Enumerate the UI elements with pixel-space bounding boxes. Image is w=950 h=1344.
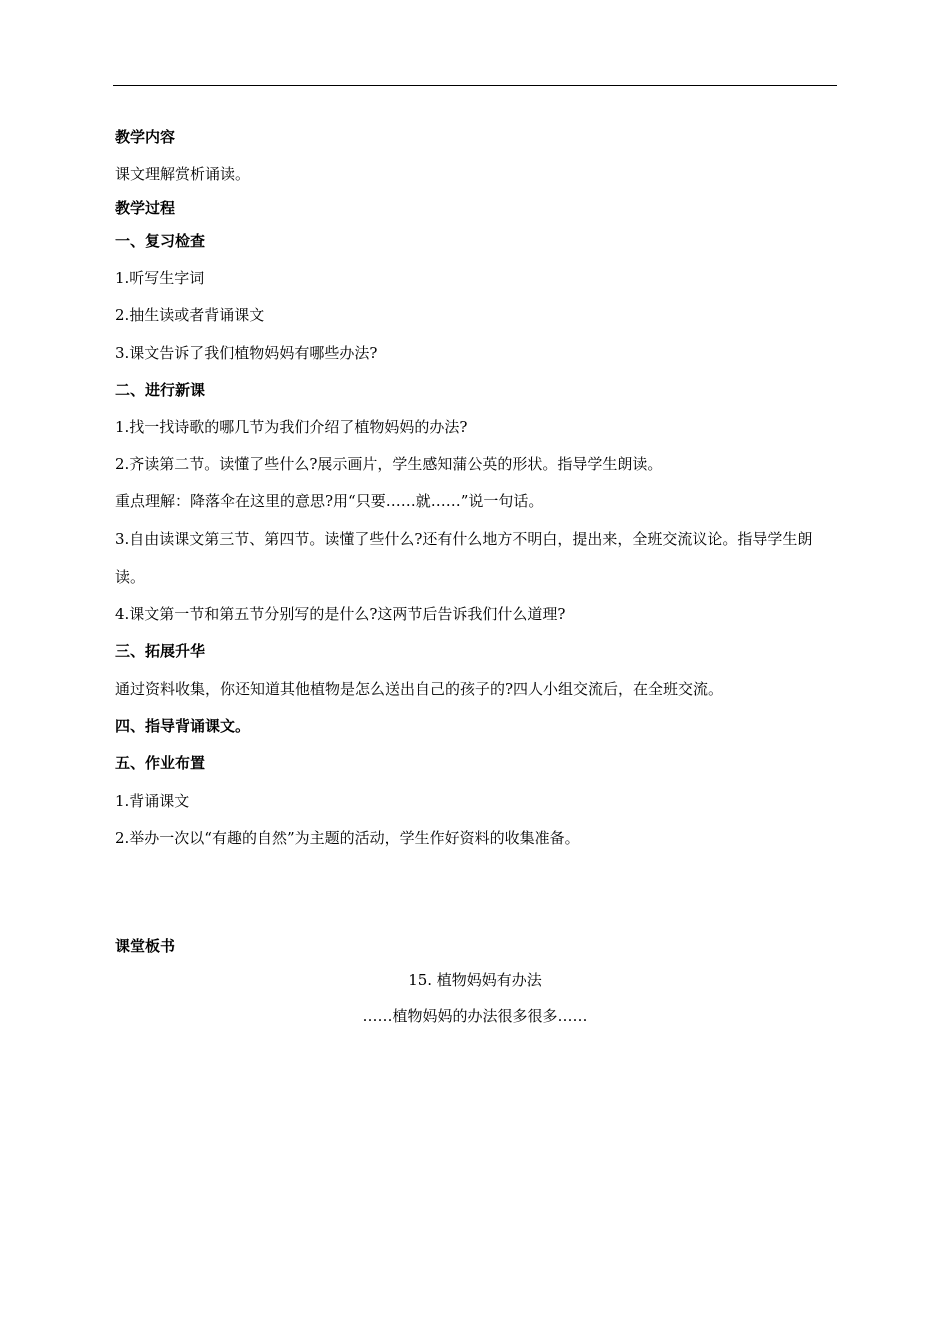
board-heading: 课堂板书 [115,937,176,955]
teaching-content-heading: 教学内容 [115,128,176,146]
section5-item: 2.举办一次以“有趣的自然”为主题的活动，学生作好资料的收集准备。 [115,829,580,847]
section4-heading: 四、指导背诵课文。 [115,717,251,735]
teaching-content-text: 课文理解赏析诵读。 [115,165,251,183]
section2-item: 2.齐读第二节。读懂了些什么?展示画片，学生感知蒲公英的形状。指导学生朗读。 [115,455,663,473]
teaching-process-heading: 教学过程 [115,199,176,217]
header-rule [113,85,837,86]
section2-key-point: 重点理解：降落伞在这里的意思?用“只要……就……”说一句话。 [115,492,544,510]
section3-text: 通过资料收集，你还知道其他植物是怎么送出自己的孩子的?四人小组交流后，在全班交流。 [115,680,724,698]
board-subtitle: ……植物妈妈的办法很多很多…… [362,1007,588,1025]
section2-item: 4.课文第一节和第五节分别写的是什么?这两节后告诉我们什么道理? [115,605,566,623]
section1-item: 1.听写生字词 [115,269,205,287]
section1-item: 3.课文告诉了我们植物妈妈有哪些办法? [115,344,378,362]
section2-heading: 二、进行新课 [115,381,206,399]
section1-item: 2.抽生读或者背诵课文 [115,306,265,324]
section2-item: 3.自由读课文第三节、第四节。读懂了些什么?还有什么地方不明白，提出来，全班交流议论。指导学生朗读。 [115,530,813,586]
section5-heading: 五、作业布置 [115,754,206,772]
section2-item: 1.找一找诗歌的哪几节为我们介绍了植物妈妈的办法? [115,418,468,436]
section5-item: 1.背诵课文 [115,792,190,810]
section3-heading: 三、拓展升华 [115,642,206,660]
section1-heading: 一、复习检查 [115,232,206,250]
board-title: 15. 植物妈妈有办法 [408,971,542,989]
